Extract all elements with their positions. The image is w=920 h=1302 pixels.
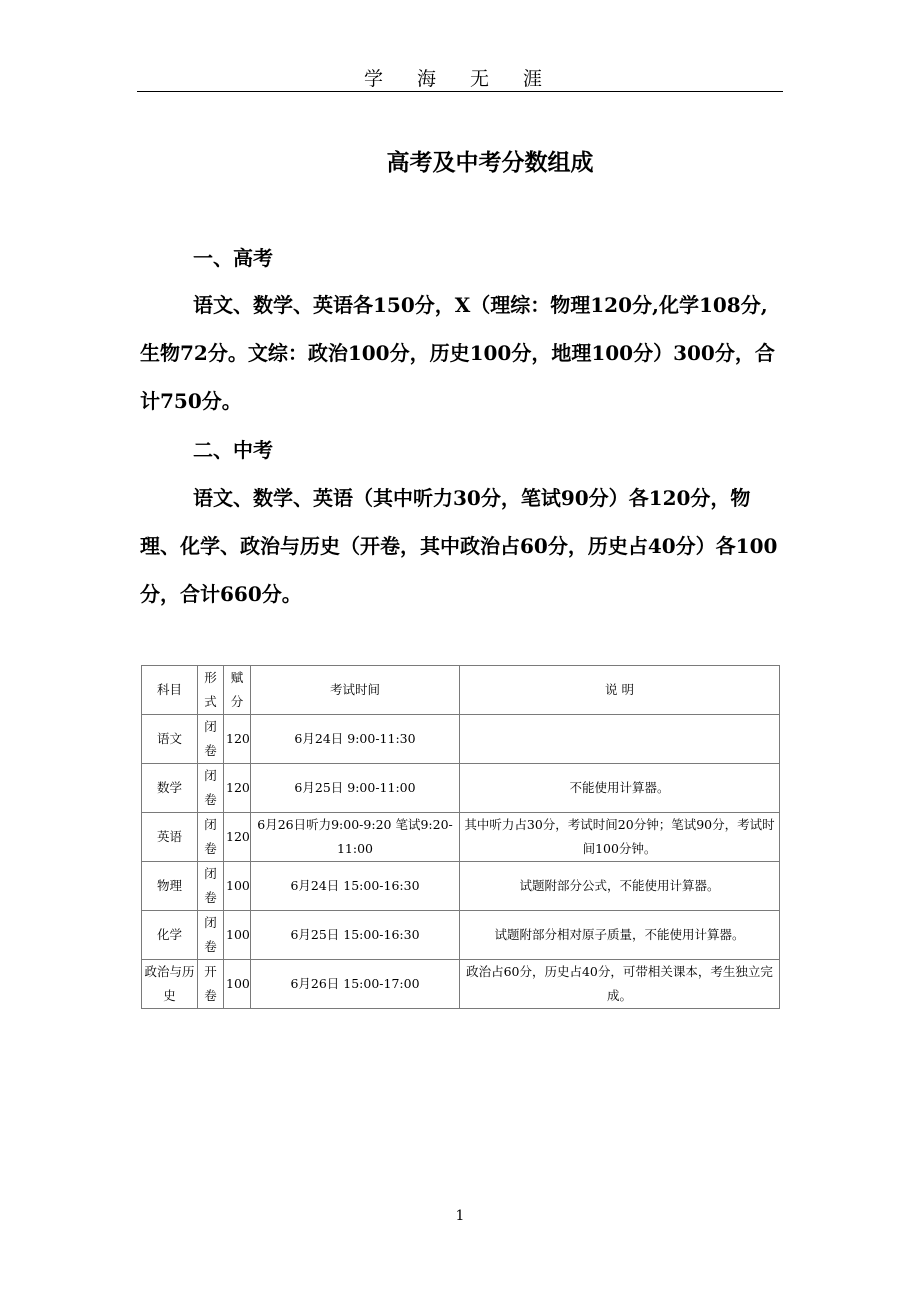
cell-note: 试题附部分相对原子质量，不能使用计算器。 — [460, 911, 780, 960]
section-heading-gaokao: 一、高考 — [193, 246, 273, 270]
header-score: 赋分 — [224, 666, 251, 715]
header-time: 考试时间 — [251, 666, 460, 715]
page-number: 1 — [455, 1208, 465, 1224]
cell-time: 6月26日 15:00-17:00 — [251, 960, 460, 1009]
cell-form: 闭卷 — [198, 862, 224, 911]
table-header-row — [142, 666, 780, 715]
cell-subject: 化学 — [142, 911, 198, 960]
table-row — [142, 813, 780, 862]
paragraph-zhongkao: 语文、数学、英语（其中听力30分，笔试90分）各120分，物理、化学、政治与历史（开卷，其中政治占60分，历史占40分）各100分，合计660分。 — [140, 486, 778, 606]
table-row — [142, 862, 780, 911]
cell-score: 120 — [224, 764, 251, 813]
cell-time: 6月24日 9:00-11:30 — [251, 715, 460, 764]
header-subject: 科目 — [142, 666, 198, 715]
cell-form: 闭卷 — [198, 764, 224, 813]
paragraph-gaokao: 语文、数学、英语各150分，X（理综：物理120分,化学108分,生物72分。文综：政治100分，历史100分，地理100分）300分，合计750分。 — [140, 293, 775, 413]
cell-form: 闭卷 — [198, 813, 224, 862]
cell-time: 6月25日 9:00-11:00 — [251, 764, 460, 813]
cell-score: 100 — [224, 911, 251, 960]
table-row — [142, 715, 780, 764]
cell-score: 100 — [224, 862, 251, 911]
cell-score: 120 — [224, 813, 251, 862]
page-header: 学 海 无 涯 — [363, 68, 557, 90]
cell-score: 100 — [224, 960, 251, 1009]
document-title: 高考及中考分数组成 — [386, 149, 594, 176]
table-row — [142, 911, 780, 960]
cell-note: 政治占60分，历史占40分，可带相关课本，考生独立完成。 — [460, 960, 780, 1009]
cell-time: 6月24日 15:00-16:30 — [251, 862, 460, 911]
table-row — [142, 960, 780, 1009]
header-divider — [137, 91, 783, 92]
cell-time: 6月26日听力9:00-9:20 笔试9:20-11:00 — [251, 813, 460, 862]
section-heading-zhongkao: 二、中考 — [193, 438, 273, 462]
cell-note: 试题附部分公式，不能使用计算器。 — [460, 862, 780, 911]
cell-subject: 数学 — [142, 764, 198, 813]
cell-score: 120 — [224, 715, 251, 764]
cell-note — [460, 715, 780, 764]
cell-note: 其中听力占30分，考试时间20分钟；笔试90分，考试时间100分钟。 — [460, 813, 780, 862]
cell-form: 开卷 — [198, 960, 224, 1009]
cell-subject: 政治与历史 — [142, 960, 198, 1009]
header-note: 说 明 — [460, 666, 780, 715]
cell-note: 不能使用计算器。 — [460, 764, 780, 813]
cell-subject: 物理 — [142, 862, 198, 911]
cell-form: 闭卷 — [198, 715, 224, 764]
exam-schedule-table — [141, 665, 780, 1009]
cell-subject: 语文 — [142, 715, 198, 764]
header-form: 形式 — [198, 666, 224, 715]
table-row — [142, 764, 780, 813]
cell-form: 闭卷 — [198, 911, 224, 960]
cell-time: 6月25日 15:00-16:30 — [251, 911, 460, 960]
cell-subject: 英语 — [142, 813, 198, 862]
